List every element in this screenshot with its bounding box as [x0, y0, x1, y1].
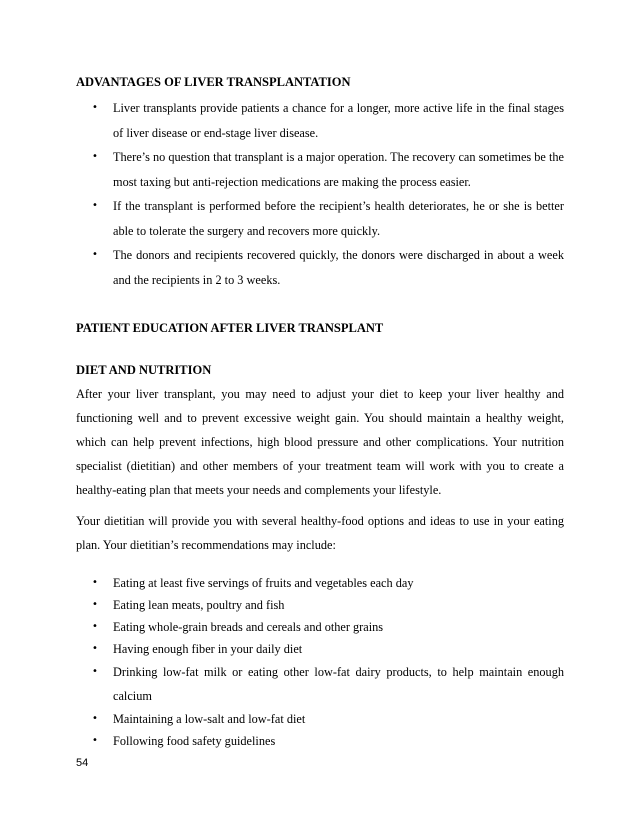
recommendation-item: • Eating lean meats, poultry and fish: [76, 594, 564, 616]
recommendation-item: • Following food safety guidelines: [76, 730, 564, 752]
advantage-item: • Liver transplants provide patients a chance for a longer, more active life in the final stages of liver disease or end-stage liver disease.: [76, 96, 564, 145]
heading-patient-education: PATIENT EDUCATION AFTER LIVER TRANSPLANT: [76, 321, 384, 335]
diet-paragraph-2: Your dietitian will provide you with several healthy-food options and ideas to use in your eating plan. Your dietitian’s recommendations may include:: [76, 514, 564, 552]
advantage-item: • If the transplant is performed before the recipient’s health deteriorates, he or she is better able to tolerate the surgery and recovers more quickly.: [76, 194, 564, 243]
recommendation-item: • Eating at least five servings of fruits and vegetables each day: [76, 572, 564, 594]
heading-diet-nutrition: DIET AND NUTRITION: [76, 363, 212, 377]
recommendation-item: • Eating whole-grain breads and cereals and other grains: [76, 616, 564, 638]
advantage-item: • The donors and recipients recovered quickly, the donors were discharged in about a week and the recipients in 2 to 3 weeks.: [76, 243, 564, 292]
recommendation-item: • Having enough fiber in your daily diet: [76, 638, 564, 660]
recommendation-item: • Maintaining a low-salt and low-fat diet: [76, 708, 564, 730]
recommendation-item: • Drinking low-fat milk or eating other low-fat dairy products, to help maintain enough calcium: [76, 660, 564, 708]
advantages-list: [76, 96, 564, 292]
diet-paragraph-1: After your liver transplant, you may need to adjust your diet to keep your liver healthy and functioning well and to prevent excessive weight gain. You should maintain a healthy weight, which can help prevent infections, high blood pressure and other complications. Your nutrition specialist (dietitian) and other members of your treatment team will work with you to create a healthy-eating plan that meets your needs and complements your lifestyle.: [76, 387, 564, 497]
advantage-item: • There’s no question that transplant is a major operation. The recovery can sometimes be the most taxing but anti-rejection medications are making the process easier.: [76, 145, 564, 194]
page-number: 54: [76, 757, 89, 769]
heading-advantages: ADVANTAGES OF LIVER TRANSPLANTATION: [76, 75, 351, 89]
diet-recommendations-list: [76, 572, 564, 752]
